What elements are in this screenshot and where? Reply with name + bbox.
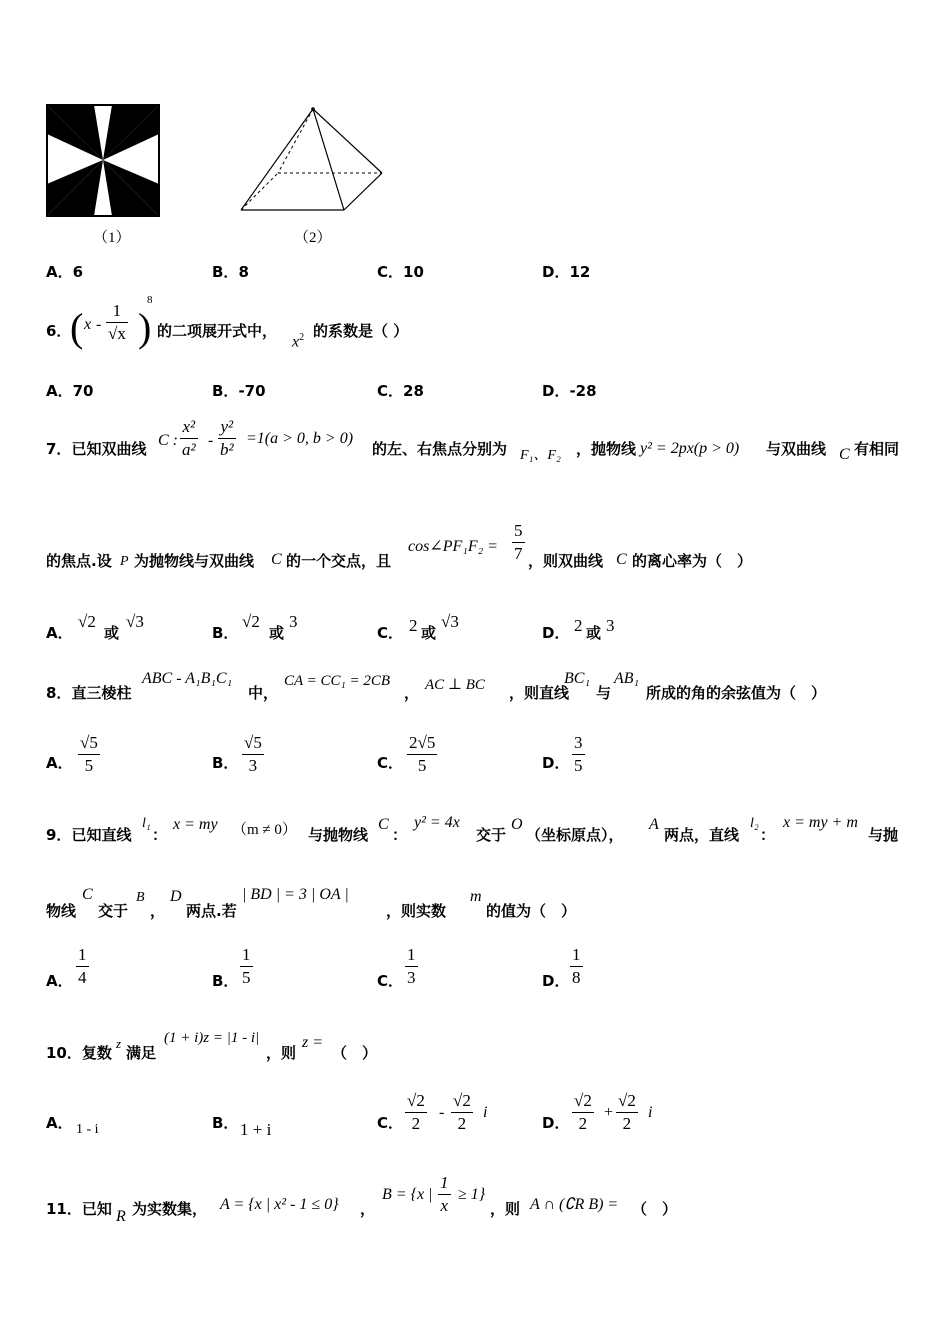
q9-line2-text4: ，则实数 (386, 902, 447, 920)
q9-parabola: y² = 4x (414, 814, 460, 831)
q6-left-paren: ( (70, 305, 84, 350)
q11-set-b-fraction: $\frac{1}{x}$ (440, 1173, 449, 1215)
q10-text2: 满足 (126, 1044, 157, 1062)
q11-text2: 为实数集， (132, 1200, 208, 1218)
q7-foci: F₁、F₂ (520, 448, 561, 463)
q6-option-b[interactable]: B．-70 (212, 382, 266, 400)
q9-stem-line1 (46, 812, 916, 852)
q11-set-b-left: B = {x | (382, 1186, 433, 1203)
q9-colon2: ： (392, 826, 408, 844)
q8-cond2: AC ⊥ BC (425, 677, 485, 693)
q7-p: P (120, 554, 129, 569)
q9-line2-c: C (82, 886, 93, 903)
q7-text5: 有相同 (854, 440, 900, 458)
q8-stem (46, 668, 916, 708)
q6-x: x (84, 316, 92, 333)
q5-option-b[interactable]: B．8 (212, 263, 249, 281)
q9-eq1: x = my (173, 816, 218, 833)
q5-option-a[interactable]: A．6 (46, 263, 84, 281)
q7-text3: ，抛物线 (576, 440, 637, 458)
q9-l2: l₂ (750, 816, 759, 831)
q7-line2-c: C (271, 551, 282, 568)
q9-text4: （坐标原点）， (526, 826, 624, 844)
q10-z2: z = (302, 1034, 324, 1051)
q9-text3: 交于 (476, 826, 507, 844)
q7-fraction-x: $\frac{\text{x²}}{\text{a²}}$ (182, 417, 196, 459)
q10-text3: ，则 (266, 1044, 297, 1062)
q7-curve: C : (158, 432, 178, 449)
q9-comma: ， (150, 902, 166, 920)
q8-number: 8．直三棱柱 (46, 684, 132, 702)
q9-d: D (170, 888, 182, 905)
q6-fraction: $\frac{1}{√x}$ (108, 301, 126, 343)
q9-line2-text2: 交于 (98, 902, 129, 920)
q10-equation: (1 + i)z = |1 - i| (164, 1030, 260, 1046)
q6-text1: 的二项展开式中， (157, 322, 278, 340)
q7-line2-text3: 的一个交点，且 (286, 552, 392, 570)
q7-stem-line1 (46, 414, 916, 470)
q9-abs-eq: | BD | = 3 | OA | (242, 886, 349, 903)
q9-colon: ： (152, 826, 168, 844)
q9-stem-line2 (46, 884, 916, 924)
q7-c: C (839, 446, 850, 463)
q7-line2-text5: 的离心率为（ ） (632, 552, 753, 570)
q6-option-c[interactable]: C．28 (377, 382, 424, 400)
q10-text4: （ ） (332, 1044, 378, 1062)
q6-term: $x^2$ (292, 332, 305, 351)
q7-equation-tail: =1(a > 0, b > 0) (246, 430, 354, 447)
figure-1-caption: （1） (93, 230, 131, 246)
q7-line2-text1: 的焦点.设 (46, 552, 112, 570)
q6-right-paren: ) (138, 305, 152, 350)
q9-text5: 两点，直线 (664, 826, 740, 844)
q7-line2-text4: ，则双曲线 (528, 552, 604, 570)
q8-sep: ， (404, 684, 420, 702)
q7-stem-line2 (46, 520, 916, 572)
q9-line2-text1: 物线 (46, 902, 77, 920)
q10-number: 10．复数 (46, 1044, 112, 1062)
q8-text3: ，则直线 (509, 684, 570, 702)
q9-m: m (470, 888, 482, 905)
q9-eq2: x = my + m (783, 814, 858, 831)
q8-text2: 中， (248, 684, 279, 702)
q8-text5: 所成的角的余弦值为（ ） (646, 684, 827, 702)
q7-minus: - (208, 432, 214, 449)
q10-z: z (116, 1036, 122, 1051)
q7-line2-c2: C (616, 551, 627, 568)
q9-b: B (136, 890, 145, 905)
q11-r: R (116, 1208, 126, 1225)
q7-parabola: y² = 2px(p > 0) (640, 440, 740, 457)
q8-text4: 与 (596, 684, 612, 702)
q9-o: O (511, 816, 523, 833)
q11-set-b-right: ≥ 1} (458, 1186, 486, 1203)
figure-2-pyramid (236, 106, 388, 216)
q8-line2: AB₁ (614, 670, 640, 687)
q6-power: 8 (147, 294, 153, 306)
q5-option-d[interactable]: D．12 (542, 263, 591, 281)
q11-sep: ， (360, 1200, 376, 1218)
q10-stem (46, 1028, 916, 1064)
q6-option-a[interactable]: A．70 (46, 382, 94, 400)
q9-line2-text3: 两点.若 (186, 902, 237, 920)
q8-cond1: CA = CC₁ = 2CB (284, 673, 391, 689)
q6-text2: 的系数是（ ） (313, 322, 409, 340)
q6-number: 6． (46, 322, 72, 340)
q7-text2: 的左、右焦点分别为 (372, 440, 508, 458)
q9-number: 9．已知直线 (46, 826, 132, 844)
q9-line2-text5: 的值为（ ） (486, 902, 577, 920)
q7-line2-text2: 为抛物线与双曲线 (134, 552, 255, 570)
figure-2-caption: （2） (294, 230, 332, 246)
q8-prism: ABC - A₁B₁C₁ (142, 670, 233, 687)
q9-text2: 与抛物线 (308, 826, 369, 844)
q11-expression: A ∩ (∁R B) = (530, 1196, 619, 1213)
q11-set-a: A = {x | x² - 1 ≤ 0} (220, 1196, 339, 1213)
figure-1-square (46, 104, 162, 218)
q7-text4: 与双曲线 (766, 440, 827, 458)
q5-option-c[interactable]: C．10 (377, 263, 424, 281)
q9-a: A (649, 816, 659, 833)
q9-text6: 与抛 (868, 826, 899, 844)
q11-number: 11．已知 (46, 1200, 112, 1218)
q6-option-d[interactable]: D．-28 (542, 382, 597, 400)
q11-text3: ，则 (490, 1200, 521, 1218)
q9-c: C (378, 816, 389, 833)
q9-l1: l₁ (142, 816, 151, 831)
q11-text4: （ ） (632, 1200, 678, 1218)
q9-colon3: ： (760, 826, 776, 844)
q11-stem (46, 1172, 916, 1228)
q7-number: 7．已知双曲线 (46, 440, 147, 458)
q7-cos-fraction: $\frac{5}{7}$ (514, 521, 523, 563)
q6-minus: - (96, 316, 102, 333)
q7-fraction-y: $\frac{\text{y²}}{\text{b²}}$ (220, 417, 234, 459)
q9-cond: （m ≠ 0） (232, 822, 297, 838)
q8-line1: BC₁ (564, 670, 591, 687)
q7-cos-expr: cos∠PF₁F₂ = (408, 538, 498, 555)
